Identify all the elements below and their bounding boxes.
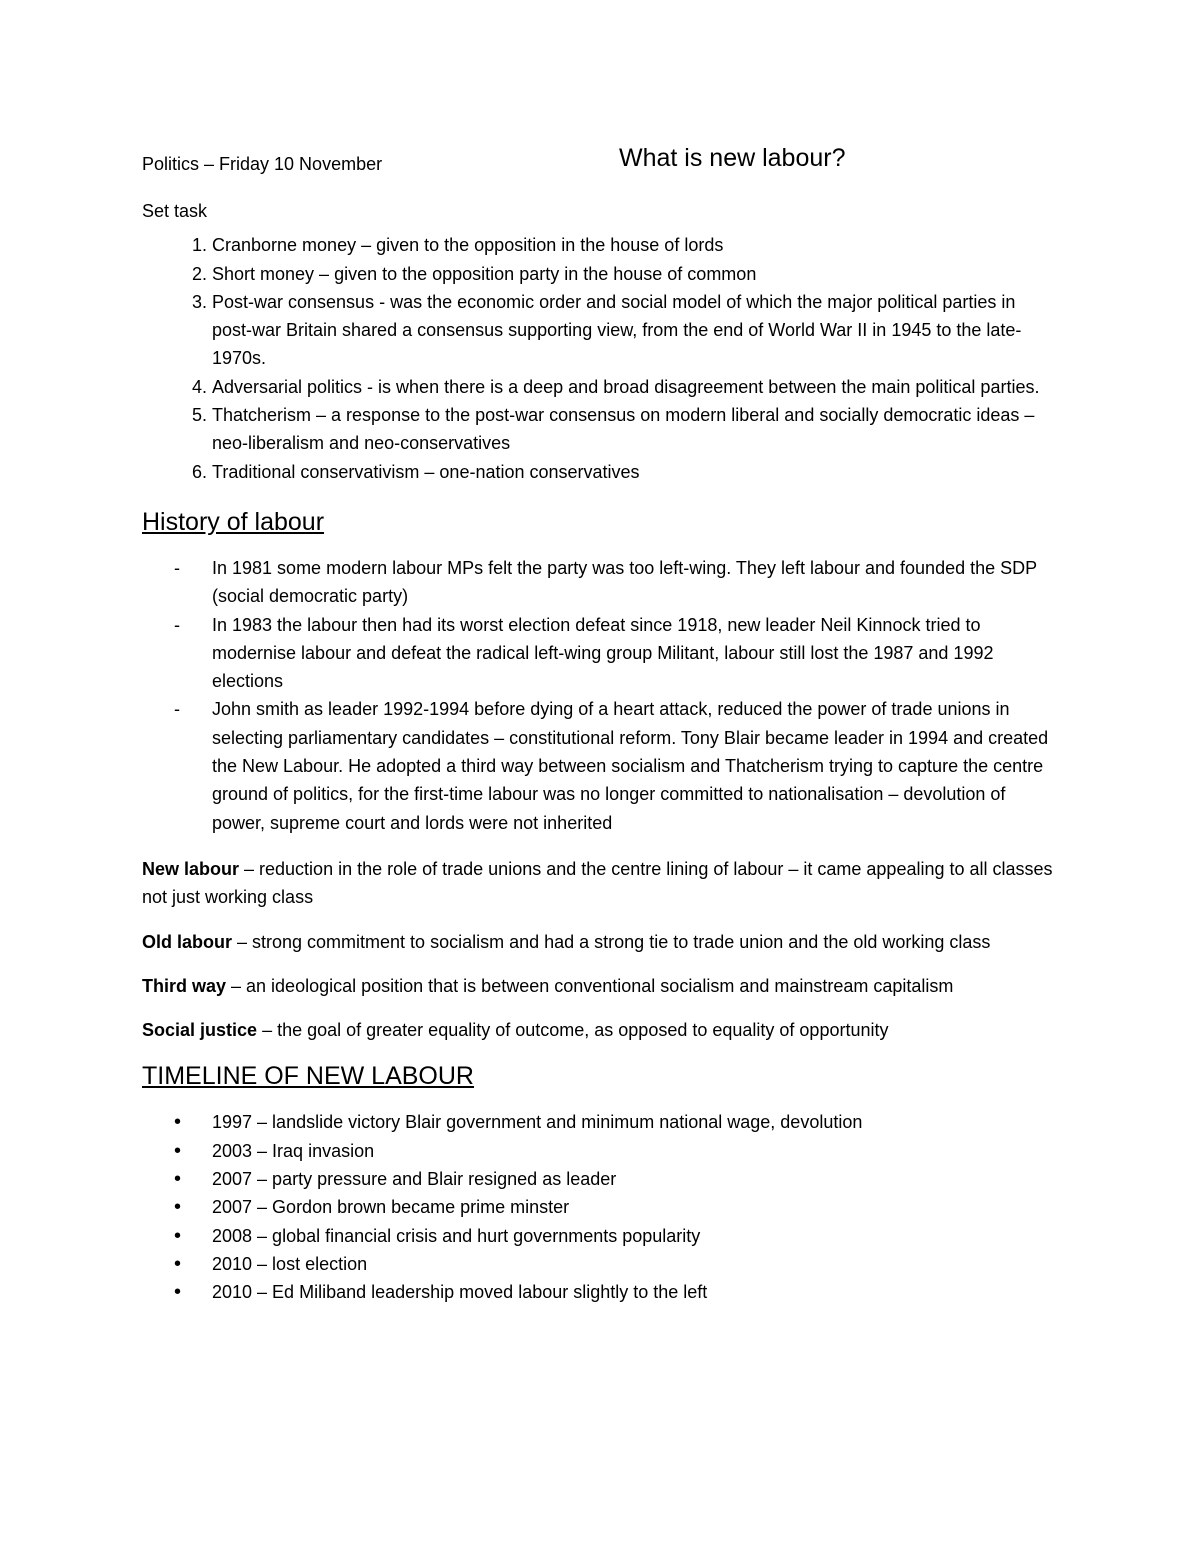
definitions-list xyxy=(142,231,1060,486)
term-label: Old labour xyxy=(142,931,232,952)
timeline-item: • 2003 – Iraq invasion xyxy=(212,1137,1060,1165)
term-definition: – the goal of greater equality of outcome, as opposed to equality of opportunity xyxy=(257,1020,889,1041)
definition-item: 2. Short money – given to the opposition party in the house of common xyxy=(212,260,1060,288)
timeline-item: • 1997 – landslide victory Blair government and minimum national wage, devolution xyxy=(212,1108,1060,1136)
term-label: Social justice xyxy=(142,1020,258,1041)
definition-item: 6. Traditional conservativism – one-nation conservatives xyxy=(212,458,1060,486)
term-new-labour xyxy=(142,855,1060,912)
definition-item: 5. Thatcherism – a response to the post-war consensus on modern liberal and socially democratic ideas – neo-liberalism and neo-conservatives xyxy=(212,401,1060,458)
history-item: - John smith as leader 1992-1994 before dying of a heart attack, reduced the power of trade unions in selecting parliamentary candidates – constitutional reform. Tony Blair became leader in 1994 and created the New Labour. He adopted a third way between socialism and Thatcherism trying to capture the centre ground of politics, for the first-time labour was no longer committed to nationalisation – devolution of power, supreme court and lords were not inherited xyxy=(212,695,1060,836)
term-social-justice xyxy=(142,1016,1060,1044)
timeline-item: • 2007 – party pressure and Blair resigned as leader xyxy=(212,1165,1060,1193)
history-list xyxy=(142,554,1060,837)
term-definition: – reduction in the role of trade unions and the centre lining of labour – it came appealing to all classes not just working class xyxy=(142,858,1053,908)
definition-item: 1. Cranborne money – given to the opposition in the house of lords xyxy=(212,231,1060,259)
timeline-list xyxy=(142,1108,1060,1306)
timeline-item: • 2010 – Ed Miliband leadership moved labour slightly to the left xyxy=(212,1278,1060,1306)
term-label: New labour xyxy=(142,858,240,879)
definition-item: 3. Post-war consensus - was the economic order and social model of which the major political parties in post-war Britain shared a consensus supporting view, from the end of World War II in 1945 to the late-1970s. xyxy=(212,288,1060,373)
term-old-labour xyxy=(142,928,1060,956)
timeline-heading: TIMELINE OF NEW LABOUR xyxy=(142,1062,474,1091)
history-item: - In 1983 the labour then had its worst election defeat since 1918, new leader Neil Kinnock tried to modernise labour and defeat the radical left-wing group Militant, labour still lost the 1987 and 1992 elections xyxy=(212,611,1060,696)
term-label: Third way xyxy=(142,975,227,996)
timeline-item: • 2007 – Gordon brown became prime minster xyxy=(212,1193,1060,1221)
definition-item: 4. Adversarial politics - is when there is a deep and broad disagreement between the main political parties. xyxy=(212,373,1060,401)
subject-date: Politics – Friday 10 November xyxy=(142,154,383,174)
history-item: - In 1981 some modern labour MPs felt the party was too left-wing. They left labour and founded the SDP (social democratic party) xyxy=(212,554,1060,611)
timeline-item: • 2008 – global financial crisis and hurt governments popularity xyxy=(212,1222,1060,1250)
set-task-label: Set task xyxy=(142,201,208,221)
term-definition: – an ideological position that is between conventional socialism and mainstream capitalism xyxy=(226,975,954,996)
history-heading: History of labour xyxy=(142,507,325,536)
timeline-item: • 2010 – lost election xyxy=(212,1250,1060,1278)
term-third-way xyxy=(142,972,1060,1000)
page-title: What is new labour? xyxy=(619,144,846,172)
header xyxy=(142,144,1060,178)
term-definition: – strong commitment to socialism and had a strong tie to trade union and the old working class xyxy=(232,931,991,952)
